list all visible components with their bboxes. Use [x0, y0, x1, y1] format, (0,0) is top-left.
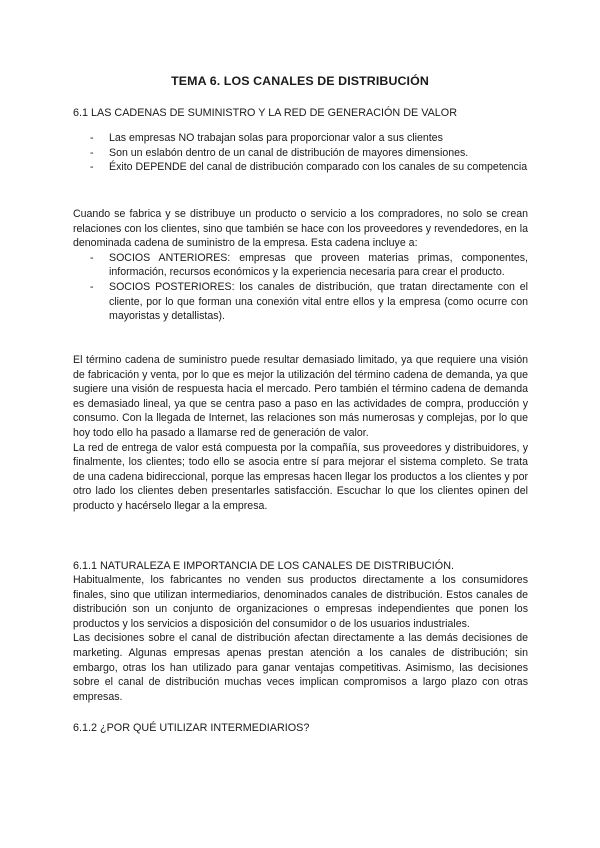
section-heading-6-1: 6.1 LAS CADENAS DE SUMINISTRO Y LA RED DE GENERACIÓN DE VALOR — [73, 107, 457, 119]
section-heading-6-1-1: 6.1.1 NATURALEZA E IMPORTANCIA DE LOS CANALES DE DISTRIBUCIÓN. — [73, 560, 454, 572]
paragraph-demand-chain — [73, 353, 528, 514]
paragraph: El término cadena de suministro puede resultar demasiado limitado, ya que requiere una visión de fabricación y venta, por lo que es mejor la utilización del término cadena de demanda, ya que sugiere una visión de respuesta hacia el mercado. Pero también el término cadena de demanda es demasiado lineal, ya que se centra paso a paso en las actividades de compra, producción y consumo. Con la llegada de Internet, las relaciones son más numerosas y complejas, por lo que hoy todo ello ha pasado a llamarse red de generación de valor. — [73, 354, 528, 439]
list-item: - SOCIOS ANTERIORES: empresas que proveen materias primas, componentes, información, recursos económicos y la experiencia necesaria para crear el producto. — [73, 251, 528, 280]
paragraph: Cuando se fabrica y se distribuye un producto o servicio a los compradores, no solo se crean relaciones con los clientes, sino que también se hace con los proveedores y revendedores, en la denominada cadena de suministro de la empresa. Esta cadena incluye a: — [73, 208, 528, 250]
page-title: TEMA 6. LOS CANALES DE DISTRIBUCIÓN — [171, 74, 429, 88]
list-item: - Las empresas NO trabajan solas para proporcionar valor a sus clientes — [73, 131, 528, 146]
paragraph: La red de entrega de valor está compuesta por la compañía, sus proveedores y distribuidores, y finalmente, los clientes; todo ello se asocia entre sí para mejorar el sistema completo. Se trata de una cadena bidireccional, porque las empresas hacen llegar los productos a los clientes y por otro lado los clientes deben presentarles satisfacción. Escuchar lo que los clientes opinen del producto y hacérselo llegar a la empresa. — [73, 441, 528, 512]
list-item: - SOCIOS POSTERIORES: los canales de distribución, que tratan directamente con el cliente, por lo que forman una conexión vital entre ellos y la empresa (como ocurre con mayoristas y detallistas). — [73, 280, 528, 324]
paragraph: Las decisiones sobre el canal de distribución afectan directamente a las demás decisiones de marketing. Algunas empresas apenas prestan atención a los canales de distribución; sin embargo, otras los han utilizado para ganar ventajas competitivas. Asimismo, las decisiones sobre el canal de distribución muchas veces implican compromisos a largo plazo con otras empresas. — [73, 632, 528, 703]
paragraph-supply-chain — [73, 207, 528, 324]
section-heading-6-1-2: 6.1.2 ¿POR QUÉ UTILIZAR INTERMEDIARIOS? — [73, 722, 310, 734]
list-item: - Éxito DEPENDE del canal de distribución comparado con los canales de su competencia — [73, 160, 528, 175]
sub-bullet-list — [73, 251, 528, 324]
list-item: - Son un eslabón dentro de un canal de distribución de mayores dimensiones. — [73, 146, 528, 161]
paragraph: Habitualmente, los fabricantes no venden sus productos directamente a los consumidores finales, sino que utilizan intermediarios, denominados canales de distribución. Estos canales de distribución son un conjunto de organizaciones o empresas independientes que ponen los productos y los servicios a disposición del consumidor o de los usuarios industriales. — [73, 574, 528, 630]
bullet-list — [73, 131, 528, 175]
paragraph-channels — [73, 573, 528, 704]
